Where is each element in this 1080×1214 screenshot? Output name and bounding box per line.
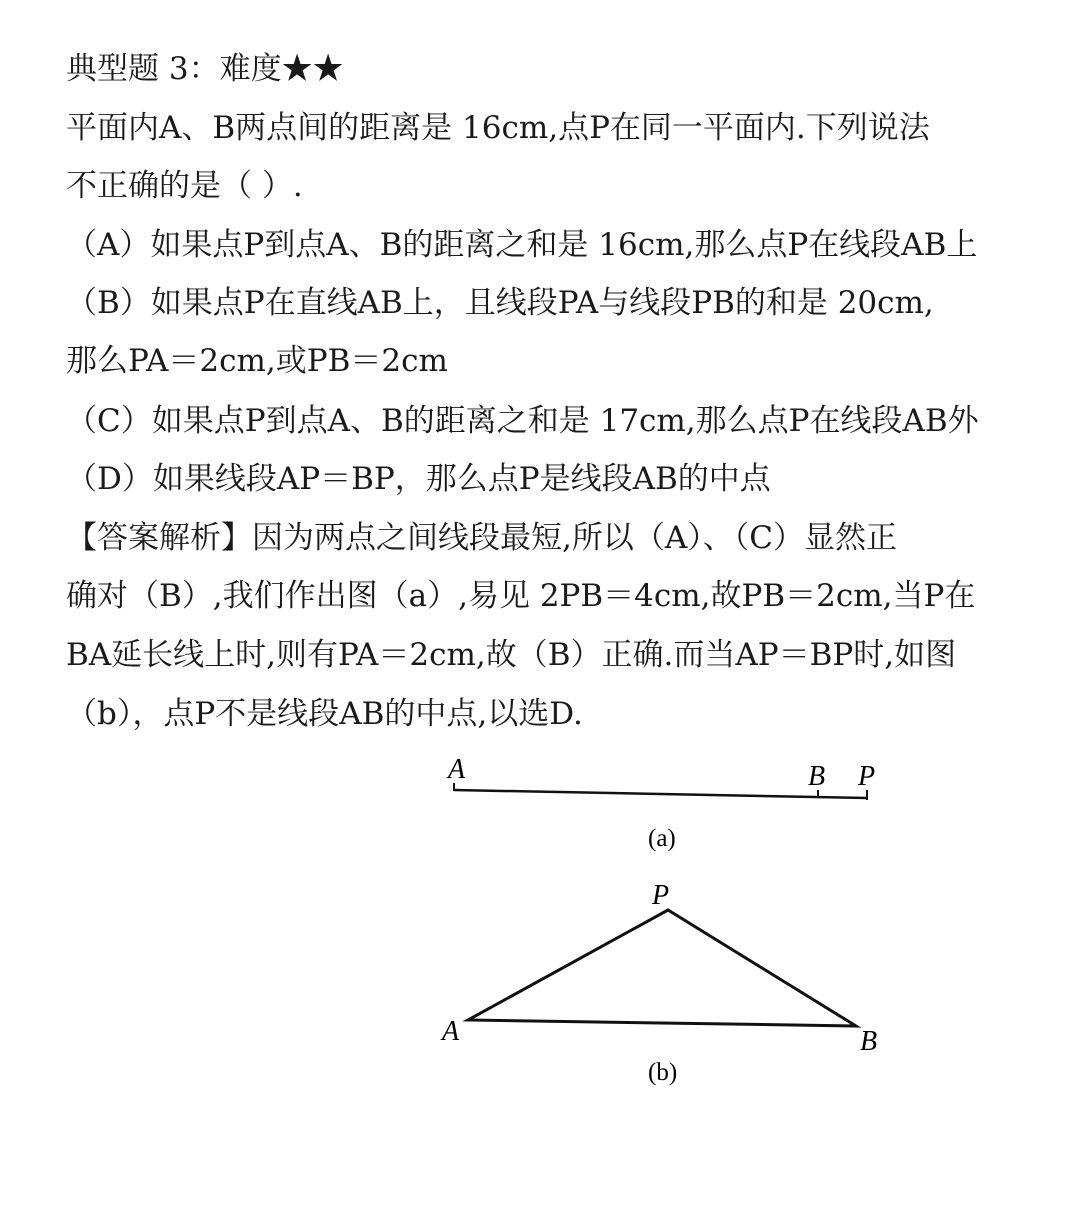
figure-b-label-a: A (442, 1016, 460, 1047)
figure-b (430, 870, 910, 1100)
figure-a-label-b: B (808, 761, 826, 792)
option-b-line-1: （B）如果点P在直线AB上，且线段PA与线段PB的和是 20cm, (66, 285, 934, 321)
figure-a-caption: (a) (648, 825, 676, 852)
figure-a-label-a: A (448, 754, 466, 785)
analysis-line-2: 确对（B）,我们作出图（a）,易见 2PB＝4cm,故PB＝2cm,当P在 (66, 578, 976, 614)
figure-b-label-p: P (652, 880, 670, 911)
figure-b-label-b: B (860, 1026, 878, 1057)
analysis-line-3: BA延长线上时,则有PA＝2cm,故（B）正确.而当AP＝BP时,如图 (66, 637, 957, 673)
figure-b-triangle (468, 910, 856, 1026)
option-a: （A）如果点P到点A、B的距离之和是 16cm,那么点P在线段AB上 (66, 227, 978, 263)
figure-b-caption: (b) (648, 1059, 678, 1086)
question-stem-line-2: 不正确的是（ ）. (66, 168, 303, 204)
option-c: （C）如果点P到点A、B的距离之和是 17cm,那么点P在线段AB外 (66, 403, 979, 439)
option-b-line-2: 那么PA＝2cm,或PB＝2cm (66, 343, 448, 379)
problem-title: 典型题 3：难度★★ (66, 51, 344, 87)
question-stem-line-1: 平面内A、B两点间的距离是 16cm,点P在同一平面内.下列说法 (66, 110, 930, 146)
figure-a (430, 750, 910, 860)
analysis-line-4: （b），点P不是线段AB的中点,以选D. (66, 696, 583, 732)
figure-a-label-p: P (858, 761, 876, 792)
analysis-line-1: 【答案解析】因为两点之间线段最短,所以（A）、（C）显然正 (66, 520, 897, 556)
figure-a-segment (454, 790, 867, 798)
option-d: （D）如果线段AP＝BP，那么点P是线段AB的中点 (66, 461, 771, 497)
